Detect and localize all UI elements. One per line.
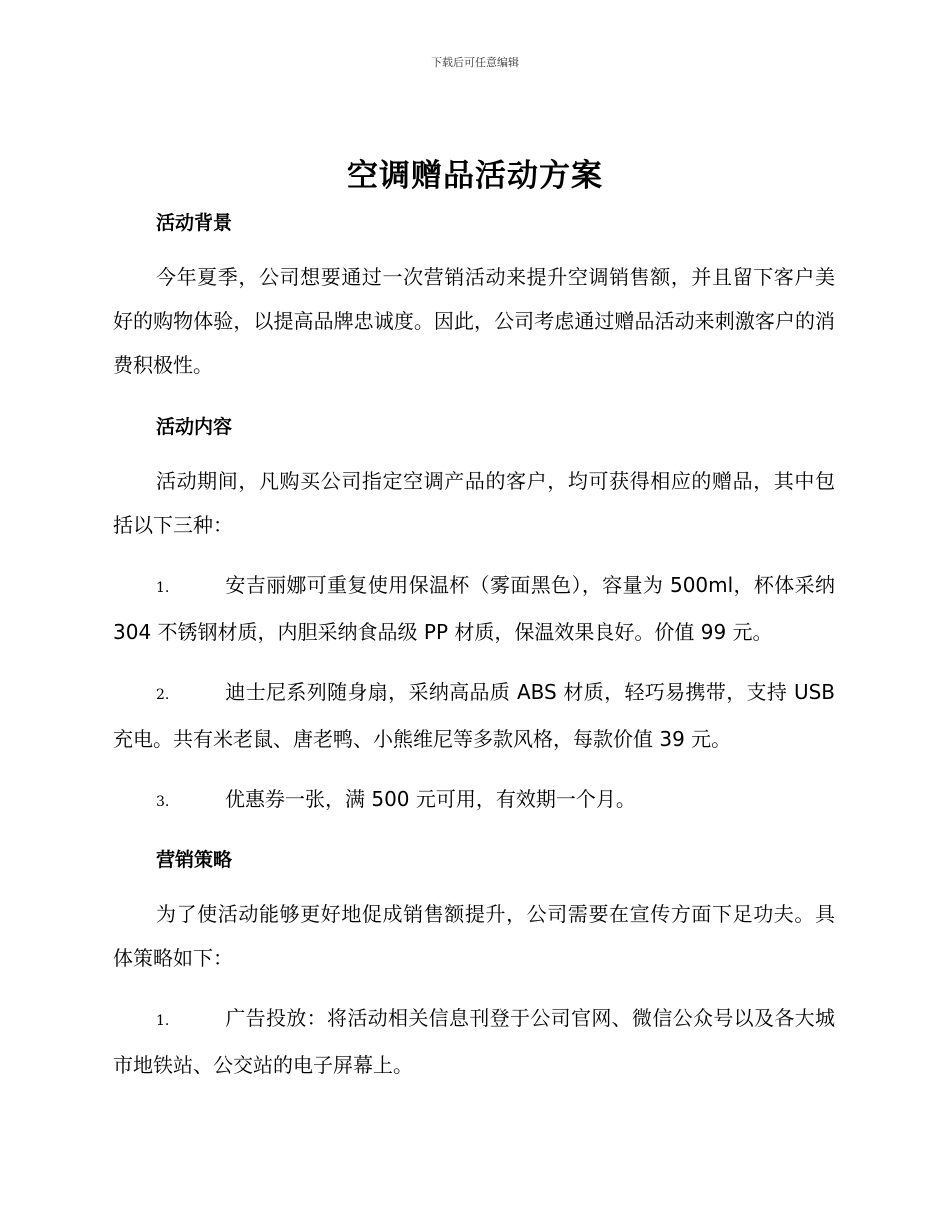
strategy-paragraph: 为了使活动能够更好地促成销售额提升，公司需要在宣传方面下足功夫。具体策略如下： [113, 902, 835, 970]
list-item-text: 迪士尼系列随身扇，采纳高品质 ABS 材质，轻巧易携带，支持 USB 充电。共有米老鼠、唐老鸭、小熊维尼等多款风格，每款价值 39 元。 [113, 680, 835, 751]
list-number: 1. [156, 1013, 170, 1029]
list-item-gift-3 [113, 777, 835, 824]
list-number: 1. [156, 580, 170, 596]
section-heading-background: 活动背景 [156, 212, 233, 234]
list-number: 3. [156, 794, 170, 810]
list-item-text: 安吉丽娜可重复使用保温杯（雾面黑色），容量为 500ml，杯体采纳 304 不锈钢材质，内胆采纳食品级 PP 材质，保温效果良好。价值 99 元。 [113, 573, 835, 644]
list-item-text: 广告投放：将活动相关信息刊登于公司官网、微信公众号以及各大城市地铁站、公交站的电子屏幕上。 [113, 1006, 835, 1077]
list-item-gift-1 [113, 563, 835, 654]
list-number: 2. [156, 687, 170, 703]
document-title: 空调赠品活动方案 [347, 158, 603, 194]
document-body [113, 203, 835, 1087]
list-item-gift-2 [113, 670, 835, 761]
header-note: 下载后可任意编辑 [431, 56, 519, 69]
content-paragraph: 活动期间，凡购买公司指定空调产品的客户，均可获得相应的赠品，其中包括以下三种： [113, 469, 835, 537]
section-heading-strategy: 营销策略 [156, 849, 233, 871]
list-item-strategy-1 [113, 996, 835, 1087]
section-heading-content: 活动内容 [156, 416, 233, 438]
list-item-text: 优惠券一张，满 500 元可用，有效期一个月。 [225, 787, 636, 811]
background-paragraph: 今年夏季，公司想要通过一次营销活动来提升空调销售额，并且留下客户美好的购物体验，以提高品牌忠诚度。因此，公司考虑通过赠品活动来刺激客户的消费积极性。 [113, 265, 835, 377]
